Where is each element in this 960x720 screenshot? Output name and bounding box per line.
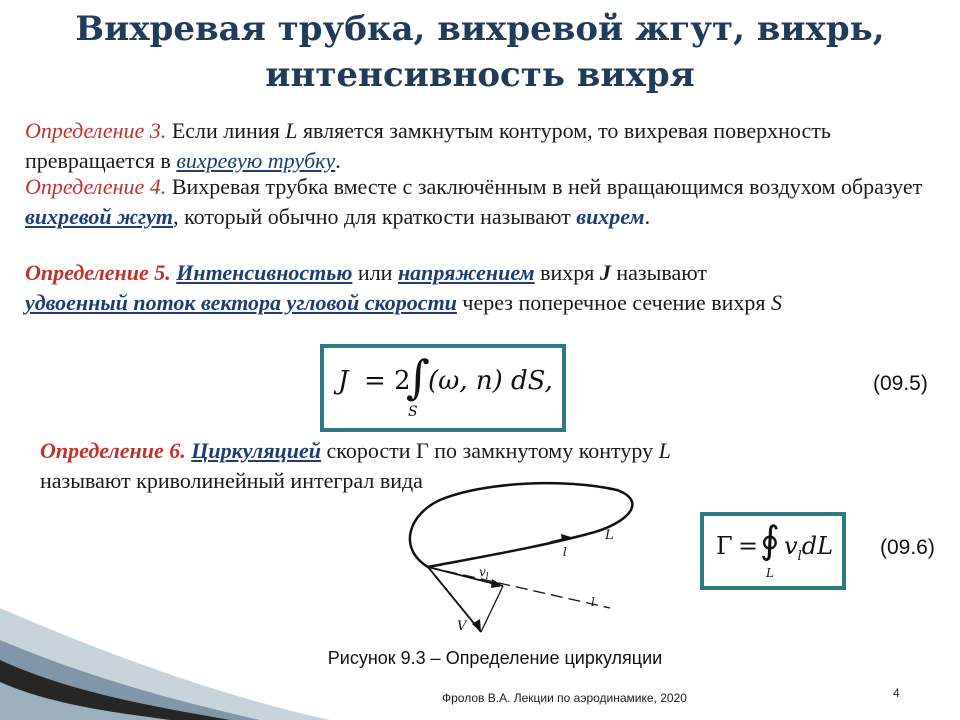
definition-5-text1: вихря [534, 260, 600, 285]
definition-6-label: Определение 6. [40, 438, 186, 463]
definition-5-text3: через поперечное сечение вихря [456, 290, 772, 315]
V-arrowhead [472, 619, 481, 632]
definition-6-L: L [658, 438, 671, 463]
definition-4-end: . [644, 204, 651, 229]
formula-box-2 [700, 512, 846, 590]
formula-2-sub: L [766, 566, 774, 580]
title-line-2: интенсивность вихря [265, 55, 695, 95]
definition-3-label: Определение 3. [25, 118, 167, 143]
equation-number-2: (09.6) [880, 536, 935, 559]
label-V: V [457, 619, 467, 634]
formula-1-body: (ω, n) dS, [428, 366, 553, 396]
definition-5 [25, 258, 945, 318]
formula-2-lhs: Γ [716, 532, 733, 560]
definition-3 [25, 116, 945, 176]
definition-5-text2: называют [610, 260, 708, 285]
page-number: 4 [893, 686, 900, 700]
label-vl: $v_l$ [479, 565, 489, 582]
formula-box-1 [320, 344, 566, 432]
definition-3-end: . [335, 148, 341, 173]
definition-4 [25, 172, 945, 232]
definition-3-L: L [285, 118, 298, 143]
formula-2-eq: = [738, 532, 759, 560]
formula-1-sub: S [408, 404, 418, 420]
formula-1-eq: = 2 [364, 366, 411, 396]
title-line-1: Вихревая трубка, вихревой жгут, вихрь, [75, 9, 885, 49]
formula-2-integral: ∮ [760, 518, 780, 562]
label-l-upper: l [563, 545, 567, 559]
circulation-figure [395, 478, 645, 638]
term-doubled-flux: удвоенный поток вектора угловой скорости [25, 290, 457, 315]
closed-contour-L [410, 483, 632, 567]
formula-1-integral: ∫ [406, 350, 430, 404]
term-circulation: Циркуляцией [191, 438, 322, 463]
formula-1-lhs: J [338, 366, 349, 396]
slide-title [0, 6, 960, 98]
footer-text: Фролов В.А. Лекции по аэродинамике, 2020 [442, 691, 687, 705]
definition-5-label: Определение 5. [25, 260, 171, 285]
term-vortex-cord: вихревой жгут [25, 204, 174, 229]
label-l-lower: l [591, 595, 595, 609]
formula-2-body: $v_ldL$ [784, 532, 834, 564]
term-strength: напряжением [397, 260, 535, 285]
term-vortex: вихрем [576, 204, 645, 229]
term-intensity: Интенсивностью [176, 260, 353, 285]
definition-5-or: или [352, 260, 398, 285]
figure-caption: Рисунок 9.3 – Определение циркуляции [327, 648, 663, 668]
term-vortex-tube: вихревую трубку [176, 148, 336, 173]
definition-5-S: S [771, 290, 783, 315]
definition-3-text1: Если линия [166, 118, 286, 143]
definition-5-J: J [599, 260, 611, 285]
definition-3-text2: является замкнутым контуром, то вихревая поверхность превращается в [25, 118, 831, 173]
definition-6-text1: скорости Г по замкнутому контуру [321, 438, 659, 463]
label-L: L [605, 528, 614, 543]
definition-4-text2: , который обычно для краткости называют [173, 204, 577, 229]
definition-6-text2: называют криволинейный интеграл вида [40, 468, 423, 493]
projection-line [481, 586, 503, 632]
equation-number-1: (09.5) [873, 372, 928, 395]
definition-4-label: Определение 4. [25, 174, 167, 199]
definition-4-text1: Вихревая трубка вместе с заключённым в ней вращающимся воздухом образует [166, 174, 923, 199]
